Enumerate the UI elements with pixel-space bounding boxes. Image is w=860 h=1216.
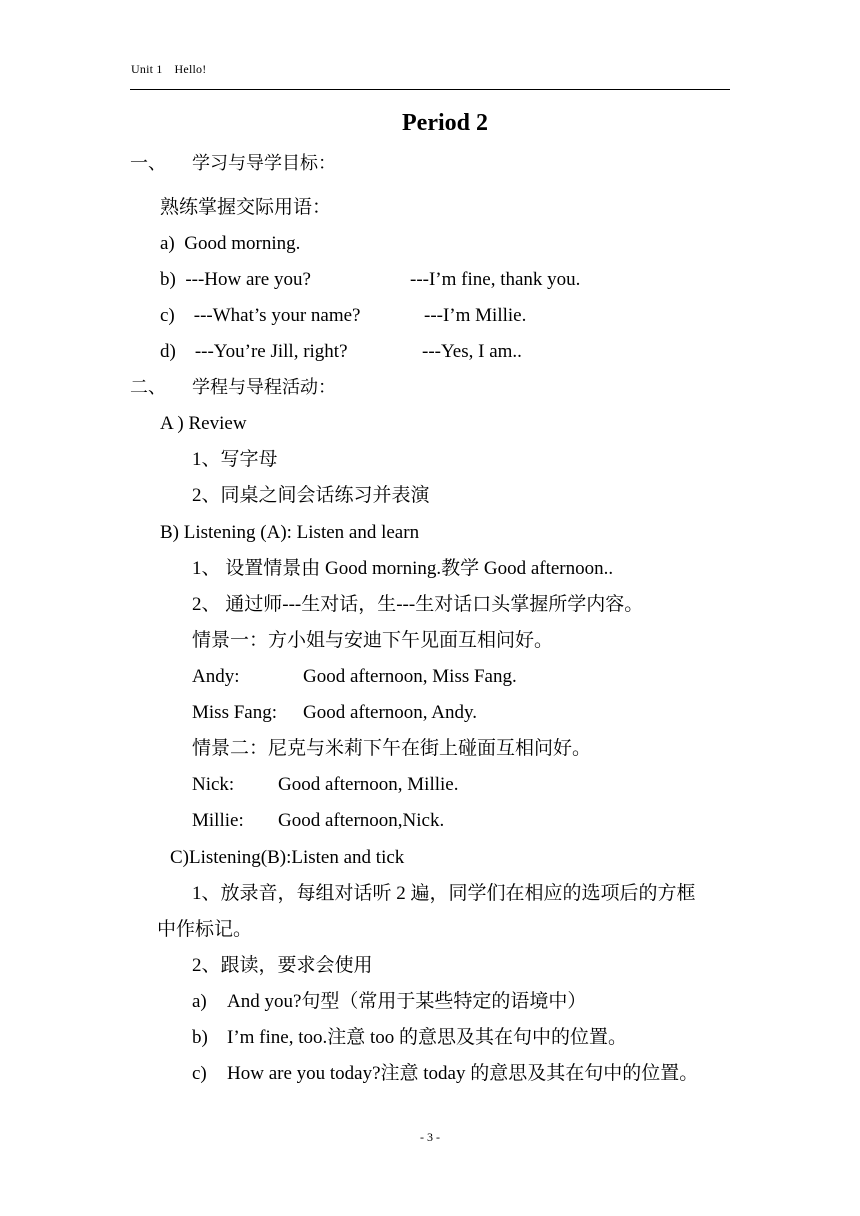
section1-intro: 熟练掌握交际用语： <box>160 197 332 218</box>
listening-a-item: 1、 设置情景由 Good morning.教学 Good afternoon.. <box>192 558 614 579</box>
goal-item-label: c) <box>160 305 175 326</box>
dialog-line <box>192 772 712 798</box>
goal-item-d <box>160 339 720 365</box>
section1-heading-text: 学习与导学目标： <box>192 153 336 174</box>
scene-2: 情景二：尼克与米莉下午在街上碰面互相问好。 <box>192 738 592 759</box>
section1-heading <box>130 151 336 177</box>
goal-item-label: d) <box>160 341 176 362</box>
goal-item-a <box>160 231 300 257</box>
usage-item-label: c) <box>192 1063 207 1084</box>
review-item: 2、同桌之间会话练习并表演 <box>192 485 430 506</box>
page-number: - 3 - <box>420 1130 440 1144</box>
goal-item-label: a) <box>160 233 175 254</box>
header-rule <box>130 89 730 90</box>
header-unit: Unit 1 <box>131 62 163 76</box>
dialog-text: Good afternoon,Nick. <box>278 810 445 831</box>
section2-heading-num: 二、 <box>130 377 166 398</box>
dialog-speaker: Andy: <box>192 666 240 687</box>
dialog-line <box>192 808 712 834</box>
header-title: Hello! <box>174 62 207 76</box>
goal-item-answer: ---Yes, I am.. <box>422 341 522 362</box>
section2-heading <box>130 375 336 401</box>
listening-b-title: C)Listening(B):Listen and tick <box>170 847 405 868</box>
goal-item-question: ---You’re Jill, right? <box>194 341 348 362</box>
goal-item-c <box>160 303 720 329</box>
usage-item-c <box>192 1061 699 1087</box>
goal-item-question: Good morning. <box>184 233 301 254</box>
usage-item-text: And you?句型（常用于某些特定的语境中） <box>227 991 587 1012</box>
listening-b-item2: 2、跟读，要求会使用 <box>192 955 373 976</box>
dialog-line <box>192 700 712 726</box>
listening-a-item: 2、 通过师---生对话，生---生对话口头掌握所学内容。 <box>192 594 644 615</box>
dialog-text: Good afternoon, Miss Fang. <box>303 666 517 687</box>
dialog-speaker: Miss Fang: <box>192 702 277 723</box>
listening-a-title: B) Listening (A): Listen and learn <box>160 522 420 543</box>
dialog-speaker: Millie: <box>192 810 244 831</box>
goal-item-label: b) <box>160 269 176 290</box>
goal-item-b <box>160 267 720 293</box>
usage-item-text: I’m fine, too.注意 too 的意思及其在句中的位置。 <box>227 1027 628 1048</box>
goal-item-answer: ---I’m Millie. <box>424 305 527 326</box>
page-title: Period 2 <box>402 110 488 136</box>
dialog-text: Good afternoon, Millie. <box>278 774 459 795</box>
section2-heading-text: 学程与导程活动： <box>192 377 336 398</box>
usage-item-b <box>192 1025 628 1051</box>
review-title: A ) Review <box>160 413 247 434</box>
listening-b-item1-cont: 中作标记。 <box>157 919 253 940</box>
dialog-line <box>192 664 712 690</box>
goal-item-answer: ---I’m fine, thank you. <box>410 269 581 290</box>
usage-item-label: a) <box>192 991 207 1012</box>
goal-item-question: ---How are you? <box>185 269 311 290</box>
dialog-speaker: Nick: <box>192 774 235 795</box>
goal-item-question: ---What’s your name? <box>193 305 361 326</box>
usage-item-text: How are you today?注意 today 的意思及其在句中的位置。 <box>227 1063 699 1084</box>
listening-b-item1: 1、放录音，每组对话听 2 遍，同学们在相应的选项后的方框 <box>192 883 696 904</box>
section1-heading-num: 一、 <box>130 153 166 174</box>
dialog-text: Good afternoon, Andy. <box>303 702 477 723</box>
usage-item-a <box>192 989 587 1015</box>
page-header <box>131 62 206 77</box>
usage-item-label: b) <box>192 1027 208 1048</box>
scene-1: 情景一：方小姐与安迪下午见面互相问好。 <box>192 630 554 651</box>
review-item: 1、写字母 <box>192 449 278 470</box>
